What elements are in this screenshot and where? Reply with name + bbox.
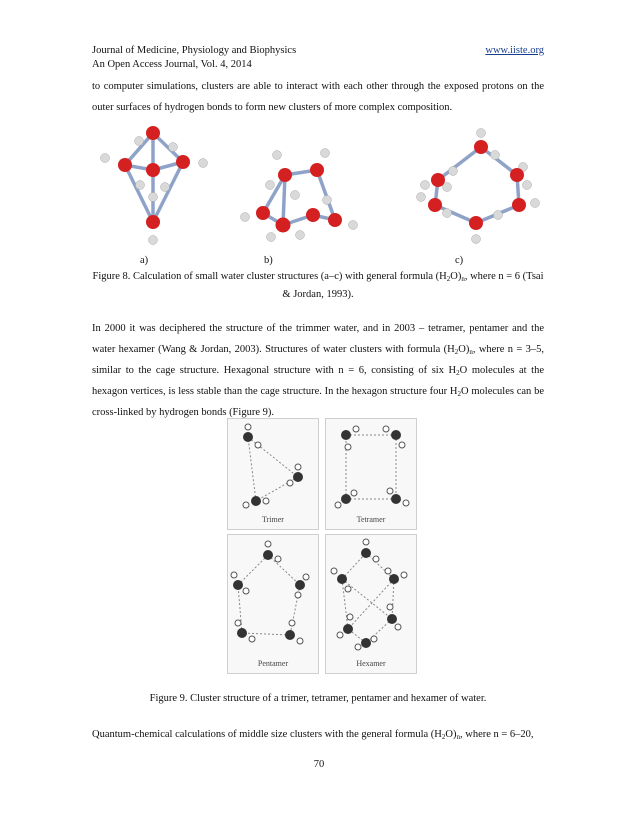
paragraph-quantum-chemical: Quantum-chemical calculations of middle size clusters with the general formula $(H_2O)_n$, where n = 6–20, xyxy=(92,729,534,741)
journal-url-link[interactable]: www.iiste.org xyxy=(485,45,544,56)
figure-8-label-c: c) xyxy=(455,255,464,266)
panel-hexamer xyxy=(325,534,417,674)
cluster-a xyxy=(101,126,208,245)
panel-label-hexamer: Hexamer xyxy=(356,659,386,668)
figure-8-label-a: a) xyxy=(140,255,149,266)
paragraph-water-clusters: In 2000 it was deciphered the structure of the trimmer water, and in 2003 – tetramer, pentamer and the water hexamer (Wang & Jordan, 2003). Structures of water clusters with formula $(H_2O)_n$, where n = 3–5, similar to the cage structure. Hexagonal structure with n = 6, consisting of six $H_2O$ molecules at the hexagon vertices, is less stable than the cage structure. In the hexagon structure four $H_2O$ molecules can be cross-linked by hydrogen bonds (Figure 9). xyxy=(92,323,545,418)
panel-label-trimer: Trimer xyxy=(262,515,284,524)
intro-paragraph: to computer simulations, clusters are able to interact with each other through the exposed protons on the outer surfaces of hydrogen bonds to form new clusters of more complex composition. xyxy=(92,81,544,113)
panel-pentamer xyxy=(227,534,319,674)
figure-9-clusters xyxy=(227,418,417,674)
figure-8-caption: Figure 8. Calculation of small water cluster structures (a–c) with general formula $(H_2O)_n$, where n = 6 (Tsai & Jordan, 1993). xyxy=(92,271,544,300)
journal-header xyxy=(92,44,296,72)
figure-8-clusters xyxy=(95,125,550,250)
page-number: 70 xyxy=(313,759,325,770)
panel-label-tetramer: Tetramer xyxy=(356,515,386,524)
journal-subtitle: An Open Access Journal, Vol. 4, 2014 xyxy=(92,59,252,70)
cluster-c xyxy=(417,129,540,244)
panel-label-pentamer: Pentamer xyxy=(257,659,289,668)
cluster-b xyxy=(241,149,358,242)
figure-9-caption: Figure 9. Cluster structure of a trimer, tetramer, pentamer and hexamer of water. xyxy=(149,693,487,704)
panel-trimer xyxy=(227,418,319,530)
panel-tetramer xyxy=(325,418,417,530)
figure-8-label-b: b) xyxy=(264,255,273,266)
journal-title: Journal of Medicine, Physiology and Biophysics xyxy=(92,45,297,56)
